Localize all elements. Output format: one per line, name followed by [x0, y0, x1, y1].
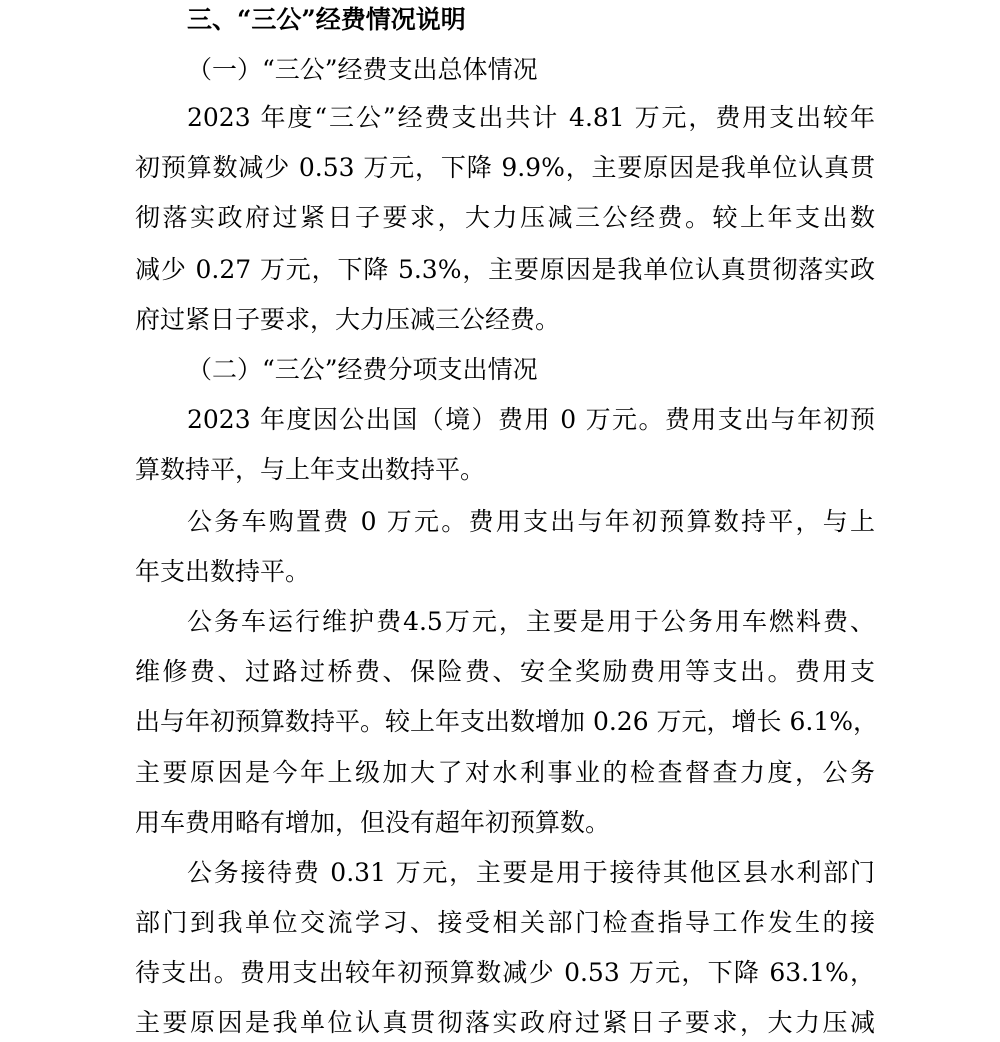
paragraph-line: 府过紧日子要求，大力压减三公经费。 [135, 305, 561, 334]
paragraph-line: 维修费、过路过桥费、保险费、安全奖励费用等支出。费用支 [135, 657, 875, 686]
paragraph-line: 公务车运行维护费4.5万元，主要是用于公务用车燃料费、 [187, 607, 875, 636]
subsection-heading-overall: （一）“三公”经费支出总体情况 [187, 55, 538, 84]
paragraph-line: 待支出。费用支出较年初预算数减少 0.53 万元，下降 63.1%， [135, 958, 875, 987]
paragraph-line: 彻落实政府过紧日子要求，大力压减三公经费。较上年支出数 [135, 203, 875, 232]
paragraph-line: 公务接待费 0.31 万元，主要是用于接待其他区县水利部门 [187, 858, 875, 887]
paragraph-line: 公务车购置费 0 万元。费用支出与年初预算数持平，与上 [187, 507, 875, 536]
paragraph-line: 主要原因是我单位认真贯彻落实政府过紧日子要求，大力压减 [135, 1008, 875, 1037]
paragraph-line: 出与年初预算数持平。较上年支出数增加 0.26 万元，增长 6.1%， [135, 707, 879, 736]
paragraph-line: 2023 年度因公出国（境）费用 0 万元。费用支出与年初预 [187, 405, 875, 434]
paragraph-line: 算数持平，与上年支出数持平。 [135, 455, 486, 484]
paragraph-line: 减少 0.27 万元，下降 5.3%，主要原因是我单位认真贯彻落实政 [135, 255, 875, 284]
paragraph-line: 用车费用略有增加，但没有超年初预算数。 [135, 808, 611, 837]
paragraph-line: 2023 年度“三公”经费支出共计 4.81 万元，费用支出较年 [187, 103, 875, 132]
paragraph-line: 初预算数减少 0.53 万元，下降 9.9%，主要原因是我单位认真贯 [135, 153, 875, 182]
paragraph-line: 部门到我单位交流学习、接受相关部门检查指导工作发生的接 [135, 908, 875, 937]
paragraph-line: 年支出数持平。 [135, 557, 311, 586]
section-heading: 三、“三公”经费情况说明 [187, 5, 466, 34]
subsection-heading-itemized: （二）“三公”经费分项支出情况 [187, 355, 538, 384]
paragraph-line: 主要原因是今年上级加大了对水利事业的检查督查力度，公务 [135, 758, 875, 787]
